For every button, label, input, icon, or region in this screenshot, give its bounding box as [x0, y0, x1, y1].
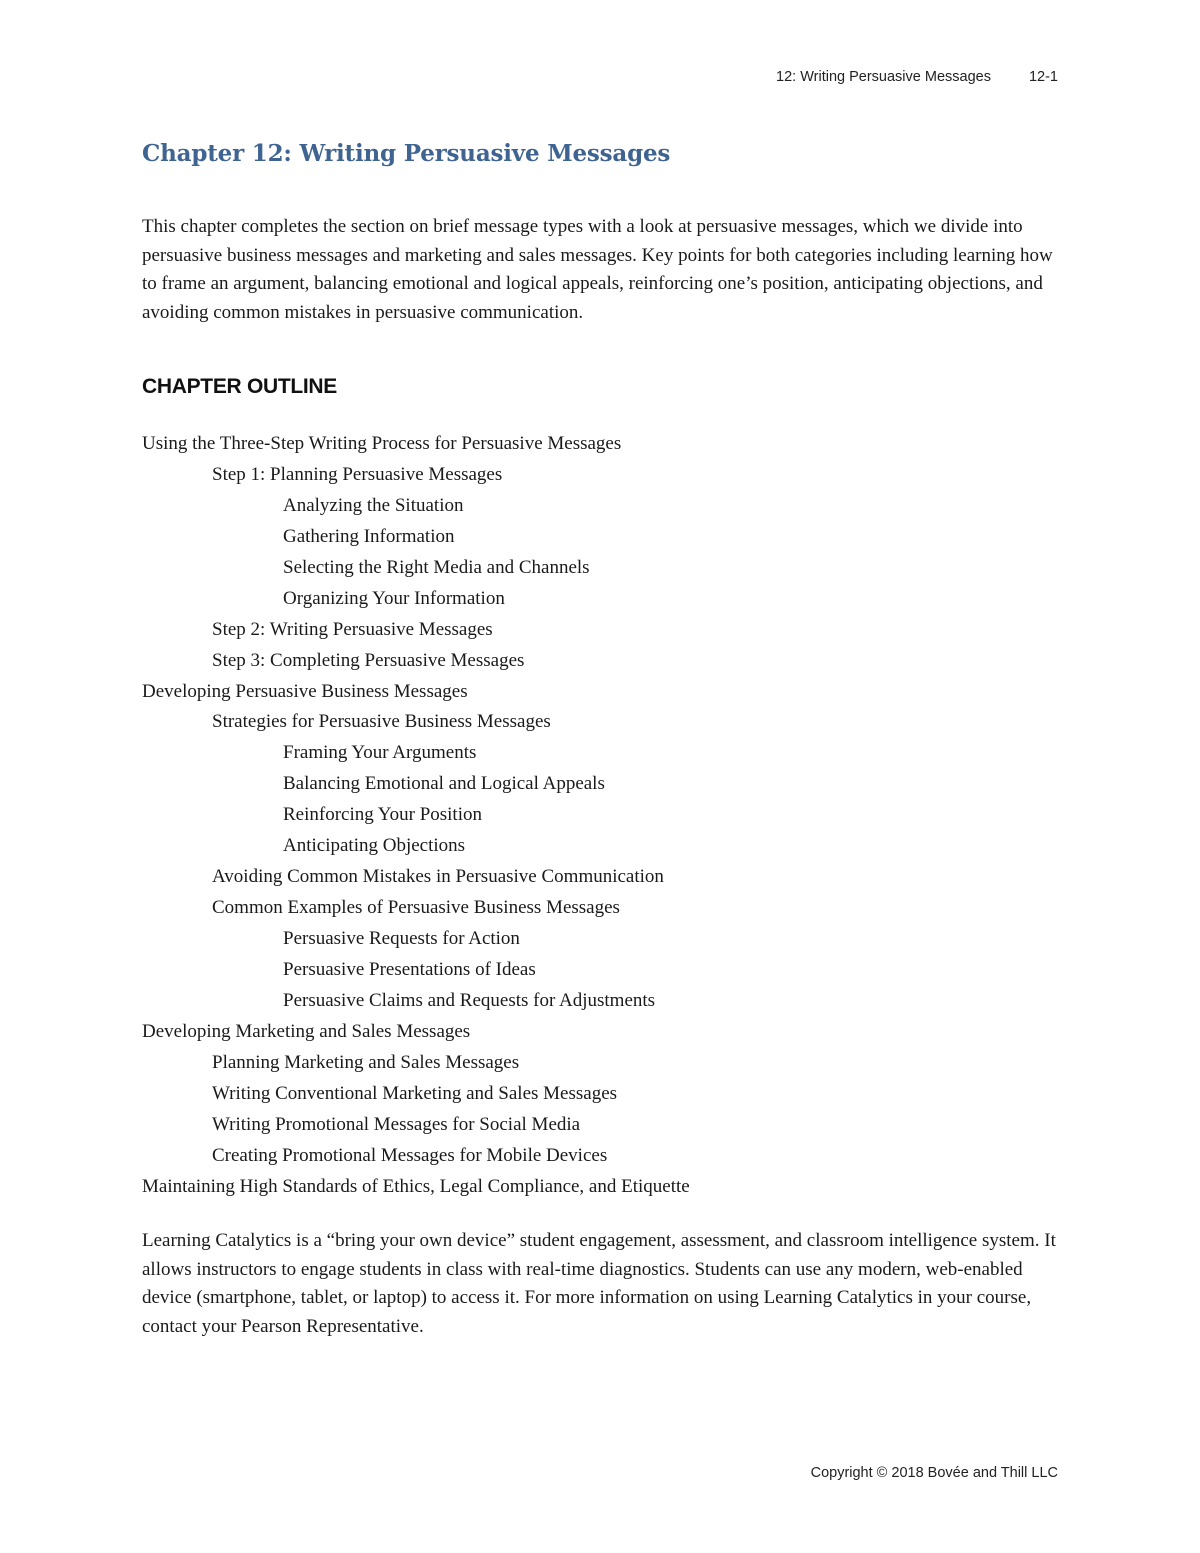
page-number: 12-1	[1028, 69, 1058, 85]
outline-item: Strategies for Persuasive Business Messages	[212, 711, 551, 733]
outline-item: Step 3: Completing Persuasive Messages	[212, 649, 525, 671]
running-title: 12: Writing Persuasive Messages	[776, 69, 991, 85]
outline-item: Framing Your Arguments	[283, 742, 477, 764]
outline-item: Developing Persuasive Business Messages	[142, 680, 468, 702]
outline-item: Selecting the Right Media and Channels	[283, 556, 590, 578]
outline-item: Anticipating Objections	[283, 835, 466, 857]
outline-item: Developing Marketing and Sales Messages	[142, 1020, 471, 1042]
outline-item: Avoiding Common Mistakes in Persuasive Communication	[212, 866, 664, 888]
outline-item: Planning Marketing and Sales Messages	[212, 1051, 520, 1073]
outline-item: Common Examples of Persuasive Business Messages	[212, 897, 620, 919]
outline-item: Persuasive Presentations of Ideas	[283, 958, 536, 980]
outline-item: Reinforcing Your Position	[283, 804, 482, 826]
outline-item: Persuasive Claims and Requests for Adjustments	[283, 989, 656, 1011]
learning-catalytics-paragraph: Learning Catalytics is a “bring your own device” student engagement, assessment, and classroom intelligence system. It allows instructors to engage students in class with real-time diagnostics. Students can use any modern, web-enabled device (smartphone, tablet, or laptop) to access it. For more information on using Learning Catalytics in your course, contact your Pearson Representative.	[142, 1230, 1056, 1337]
outline-item: Persuasive Requests for Action	[283, 928, 520, 949]
copyright-footer: Copyright © 2018 Bovée and Thill LLC	[810, 1465, 1058, 1481]
outline-item: Organizing Your Information	[283, 587, 505, 609]
outline-item: Writing Promotional Messages for Social Media	[212, 1113, 581, 1135]
chapter-title: Chapter 12: Writing Persuasive Messages	[142, 140, 671, 167]
intro-paragraph: This chapter completes the section on brief message types with a look at persuasive messages, which we divide into persuasive business messages and marketing and sales messages. Key points for both categories including learning how to frame an argument, balancing emotional and logical appeals, reinforcing one’s position, anticipating objections, and avoiding common mistakes in persuasive communication.	[142, 216, 1053, 323]
outline-item: Using the Three-Step Writing Process for Persuasive Messages	[142, 433, 622, 454]
outline-item: Step 2: Writing Persuasive Messages	[212, 618, 493, 640]
outline-item: Creating Promotional Messages for Mobile Devices	[212, 1144, 608, 1166]
outline-item: Balancing Emotional and Logical Appeals	[283, 773, 605, 795]
outline-item: Step 1: Planning Persuasive Messages	[212, 463, 503, 485]
outline-item: Maintaining High Standards of Ethics, Legal Compliance, and Etiquette	[142, 1175, 690, 1197]
outline-item: Analyzing the Situation	[283, 494, 464, 516]
running-header	[700, 69, 1058, 85]
outline-item: Gathering Information	[283, 525, 455, 547]
chapter-outline	[142, 429, 1082, 1202]
outline-heading: CHAPTER OUTLINE	[142, 375, 338, 398]
outline-item: Writing Conventional Marketing and Sales Messages	[212, 1082, 618, 1104]
